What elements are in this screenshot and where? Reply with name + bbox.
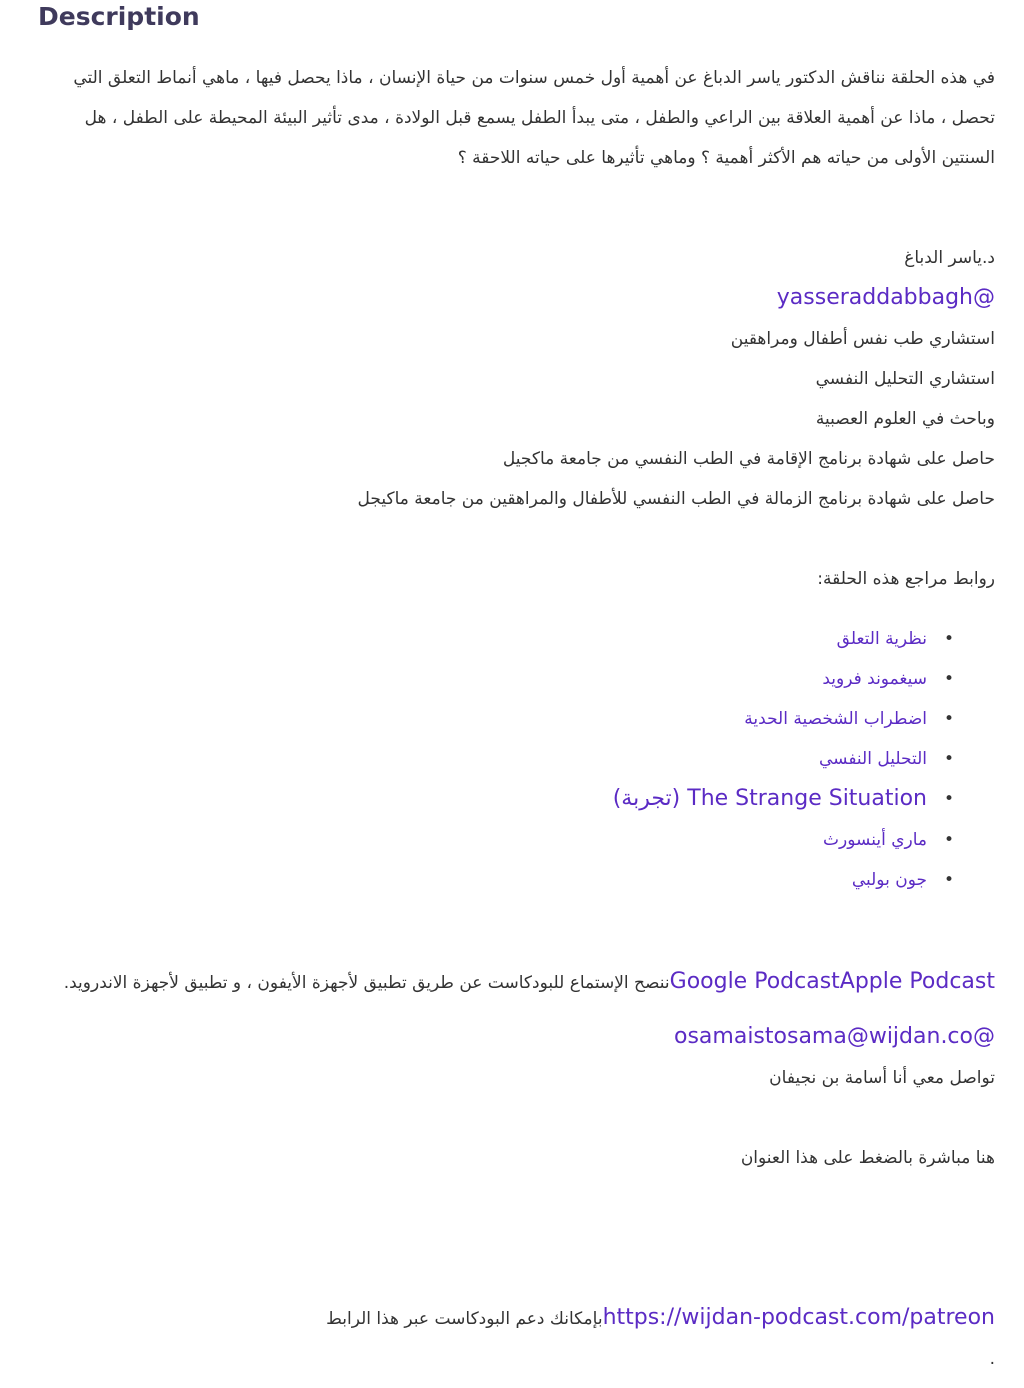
bullet-icon: • [943,629,954,649]
spacer [40,519,995,559]
contact-text: تواصل معي أنا أسامة بن نجيفان [769,1068,995,1088]
reference-item [40,860,995,900]
spacer [40,1218,995,1258]
reference-link-ainsworth[interactable]: ماري أينسورث [823,830,927,850]
reference-link-bpd[interactable]: اضطراب الشخصية الحدية [744,709,927,729]
patreon-link[interactable]: https://wijdan-podcast.com/patreon [602,1305,995,1330]
guest-credential: حاصل على شهادة برنامج الزمالة في الطب النفسي للأطفال والمراهقين من جامعة ماكيجل [357,489,995,509]
reference-link-strange-situation[interactable]: The Strange Situation (تجربة) [612,786,927,811]
reference-link-bowlby[interactable]: جون بولبي [851,870,927,890]
support-line [40,1298,995,1339]
support-text: بإمكانك دعم البودكاست عبر هذا الرابط [326,1309,603,1329]
reference-link-psychoanalysis[interactable]: التحليل النفسي [818,749,927,769]
here-text: هنا مباشرة بالضغط على هذا العنوان [740,1148,995,1168]
guest-credential: حاصل على شهادة برنامج الإقامة في الطب النفسي من جامعة ماكجيل [502,449,995,469]
google-podcast-link[interactable]: Google Podcast [669,969,840,994]
reference-item [40,619,995,659]
references-list [40,619,995,900]
reference-link-freud[interactable]: سيغموند فرويد [822,669,927,689]
guest-handle-line [40,278,995,319]
guest-handle-link[interactable]: @yasseraddabbagh [776,285,995,310]
podcast-text: ننصح الإستماع للبودكاست عن طريق تطبيق لأجهزة الأيفون ، و تطبيق لأجهزة الاندرويد. [63,973,670,993]
description-body [40,58,995,1379]
final-dot: . [989,1349,995,1369]
email-line [40,1017,995,1058]
spacer [40,1258,995,1298]
reference-item [40,659,995,699]
references-heading: روابط مراجع هذه الحلقة: [817,569,995,589]
reference-item [40,820,995,860]
reference-item [40,779,995,820]
bullet-icon: • [943,709,954,729]
reference-item [40,739,995,779]
spacer [40,198,995,238]
bullet-icon: • [943,749,954,769]
bullet-icon: • [943,870,954,890]
bullet-icon: • [943,669,954,689]
guest-name: د.ياسر الدباغ [904,248,995,268]
email-link[interactable]: @osamaistosama@wijdan.co [674,1024,995,1049]
bullet-icon: • [943,789,954,809]
bullet-icon: • [943,830,954,850]
guest-credential: استشاري طب نفس أطفال ومراهقين [730,329,995,349]
reference-link-attachment-theory[interactable]: نظرية التعلق [836,629,927,649]
spacer [40,1098,995,1138]
episode-intro: في هذه الحلقة نناقش الدكتور ياسر الدباغ عن أهمية أول خمس سنوات من حياة الإنسان ، ماذا يحصل فيها ، ماهي أنماط التعلق التي تحصل ، ماذا عن أهمية العلاقة بين الراعي والطفل ، متى يبدأ الطفل يسمع قبل الولادة ، مدى تأثير البيئة المحيطة على الطفل ، هل السنتين الأولى من حياته هم الأكثر أهمية ؟ وماهي تأثيرها على حياته اللاحقة ؟ [73,68,995,168]
guest-credential: وباحث في العلوم العصبية [815,409,995,429]
guest-credential: استشاري التحليل النفسي [815,369,995,389]
podcast-recommendation [40,962,995,1003]
description-heading: Description [38,2,200,31]
reference-item [40,699,995,739]
spacer [40,1178,995,1218]
apple-podcast-link[interactable]: Apple Podcast [839,969,995,994]
